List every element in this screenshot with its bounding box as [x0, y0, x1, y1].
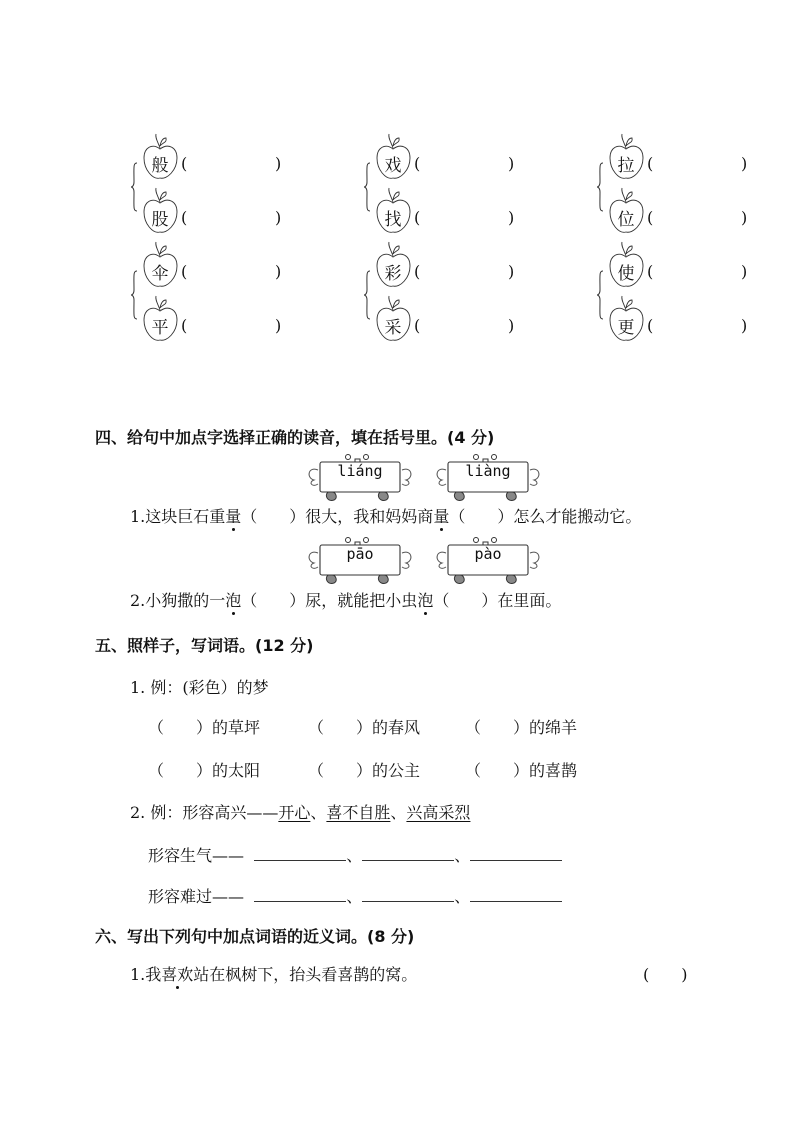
brace-icon [363, 270, 371, 320]
answer-open-paren[interactable]: ( [181, 208, 188, 227]
answer-close-paren[interactable]: ) [741, 316, 748, 335]
dotted-char: 量 [225, 507, 242, 526]
dotted-char: 泡 [417, 591, 434, 610]
answer-open-paren[interactable]: ( [414, 316, 421, 335]
answer-open-paren[interactable]: ( [181, 262, 188, 281]
answer-open-paren[interactable]: ( [647, 154, 654, 173]
brace-icon [130, 270, 138, 320]
apple-icon [376, 308, 410, 342]
brace-icon [596, 270, 604, 320]
answer-open-paren[interactable]: ( [647, 316, 654, 335]
answer-parens[interactable]: ( ) [643, 965, 688, 984]
apple-char: 戏 [384, 156, 402, 176]
section-5-q2-row-sad: 形容难过—— 、 、 [148, 884, 562, 907]
apple-icon [143, 308, 177, 342]
apple-char: 采 [384, 318, 402, 338]
apple-char: 般 [151, 156, 169, 176]
pinyin-option: liàng [465, 462, 511, 480]
answer-blank[interactable]: （ ）怎么才能搬动它。 [449, 507, 642, 526]
fill-item[interactable]: （ ）的公主 [308, 761, 421, 780]
answer-close-paren[interactable]: ) [741, 208, 748, 227]
apple-char: 伞 [151, 264, 169, 284]
brace-icon [596, 162, 604, 212]
answer-close-paren[interactable]: ) [741, 154, 748, 173]
section-5-q1-example: 1. 例：(彩色）的梦 [130, 678, 269, 697]
answer-close-paren[interactable]: ) [275, 316, 282, 335]
pinyin-option: pào [474, 545, 502, 563]
answer-blank[interactable]: （ ）很大，我和妈妈商 [241, 507, 434, 526]
answer-close-paren[interactable]: ) [275, 208, 282, 227]
apple-icon [143, 254, 177, 288]
brace-icon [130, 162, 138, 212]
section-6-question-1: 1.我喜欢站在枫树下，抬头看喜鹊的窝。 [130, 965, 418, 984]
pinyin-option: pāo [346, 545, 374, 563]
pinyin-card [300, 535, 420, 581]
answer-close-paren[interactable]: ) [508, 154, 515, 173]
apple-icon [143, 200, 177, 234]
dotted-char: 量 [433, 507, 450, 526]
answer-open-paren[interactable]: ( [414, 154, 421, 173]
answer-open-paren[interactable]: ( [181, 154, 188, 173]
apple-char: 更 [617, 318, 635, 338]
apple-char: 使 [617, 264, 635, 284]
section-5-q2-row-angry: 形容生气—— 、 、 [148, 843, 562, 866]
section-4-heading: 四、给句中加点字选择正确的读音，填在括号里。(4 分) [95, 428, 495, 447]
answer-line[interactable] [254, 846, 346, 861]
section-4-question-2: 2.小狗撒的一泡（ ）尿，就能把小虫泡（ ）在里面。 [130, 591, 562, 610]
answer-blank[interactable]: （ ）在里面。 [433, 591, 562, 610]
apple-icon [609, 308, 643, 342]
apple-icon [376, 146, 410, 180]
answer-close-paren[interactable]: ) [508, 208, 515, 227]
apple-char: 平 [151, 318, 169, 338]
apple-char: 拉 [617, 156, 635, 176]
pinyin-option: liáng [337, 462, 383, 480]
brace-icon [363, 162, 371, 212]
answer-close-paren[interactable]: ) [741, 262, 748, 281]
answer-line[interactable] [362, 846, 454, 861]
answer-line[interactable] [470, 887, 562, 902]
section-4-question-1: 1.这块巨石重量（ ）很大，我和妈妈商量（ ）怎么才能搬动它。 [130, 507, 642, 526]
apple-icon [609, 254, 643, 288]
dotted-char: 泡 [225, 591, 242, 610]
answer-open-paren[interactable]: ( [181, 316, 188, 335]
answer-open-paren[interactable]: ( [647, 208, 654, 227]
answer-close-paren[interactable]: ) [508, 316, 515, 335]
answer-line[interactable] [254, 887, 346, 902]
apple-icon [143, 146, 177, 180]
answer-line[interactable] [470, 846, 562, 861]
answer-open-paren[interactable]: ( [414, 262, 421, 281]
pinyin-card [428, 452, 548, 498]
apple-icon [376, 254, 410, 288]
fill-item[interactable]: （ ）的春风 [308, 718, 421, 737]
pinyin-card [300, 452, 420, 498]
fill-item[interactable]: （ ）的草坪 [148, 718, 261, 737]
section-5-heading: 五、照样子，写词语。(12 分) [95, 636, 314, 655]
answer-blank[interactable]: （ ）尿，就能把小虫 [241, 591, 418, 610]
apple-icon [609, 146, 643, 180]
apple-char: 位 [617, 210, 635, 230]
fill-item[interactable]: （ ）的太阳 [148, 761, 261, 780]
apple-char: 股 [151, 210, 169, 230]
section-6-heading: 六、写出下列句中加点词语的近义词。(8 分) [95, 927, 415, 946]
fill-item[interactable]: （ ）的绵羊 [465, 718, 578, 737]
section-5-q2-example: 2. 例：形容高兴——开心、喜不自胜、兴高采烈 [130, 803, 471, 822]
fill-item[interactable]: （ ）的喜鹊 [465, 761, 578, 780]
answer-line[interactable] [362, 887, 454, 902]
apple-icon [609, 200, 643, 234]
apple-icon [376, 200, 410, 234]
dotted-word: 喜欢 [161, 965, 194, 984]
answer-close-paren[interactable]: ) [275, 154, 282, 173]
answer-open-paren[interactable]: ( [647, 262, 654, 281]
answer-open-paren[interactable]: ( [414, 208, 421, 227]
answer-close-paren[interactable]: ) [275, 262, 282, 281]
apple-char: 找 [384, 210, 402, 230]
pinyin-card [428, 535, 548, 581]
apple-char: 彩 [384, 264, 402, 284]
answer-close-paren[interactable]: ) [508, 262, 515, 281]
